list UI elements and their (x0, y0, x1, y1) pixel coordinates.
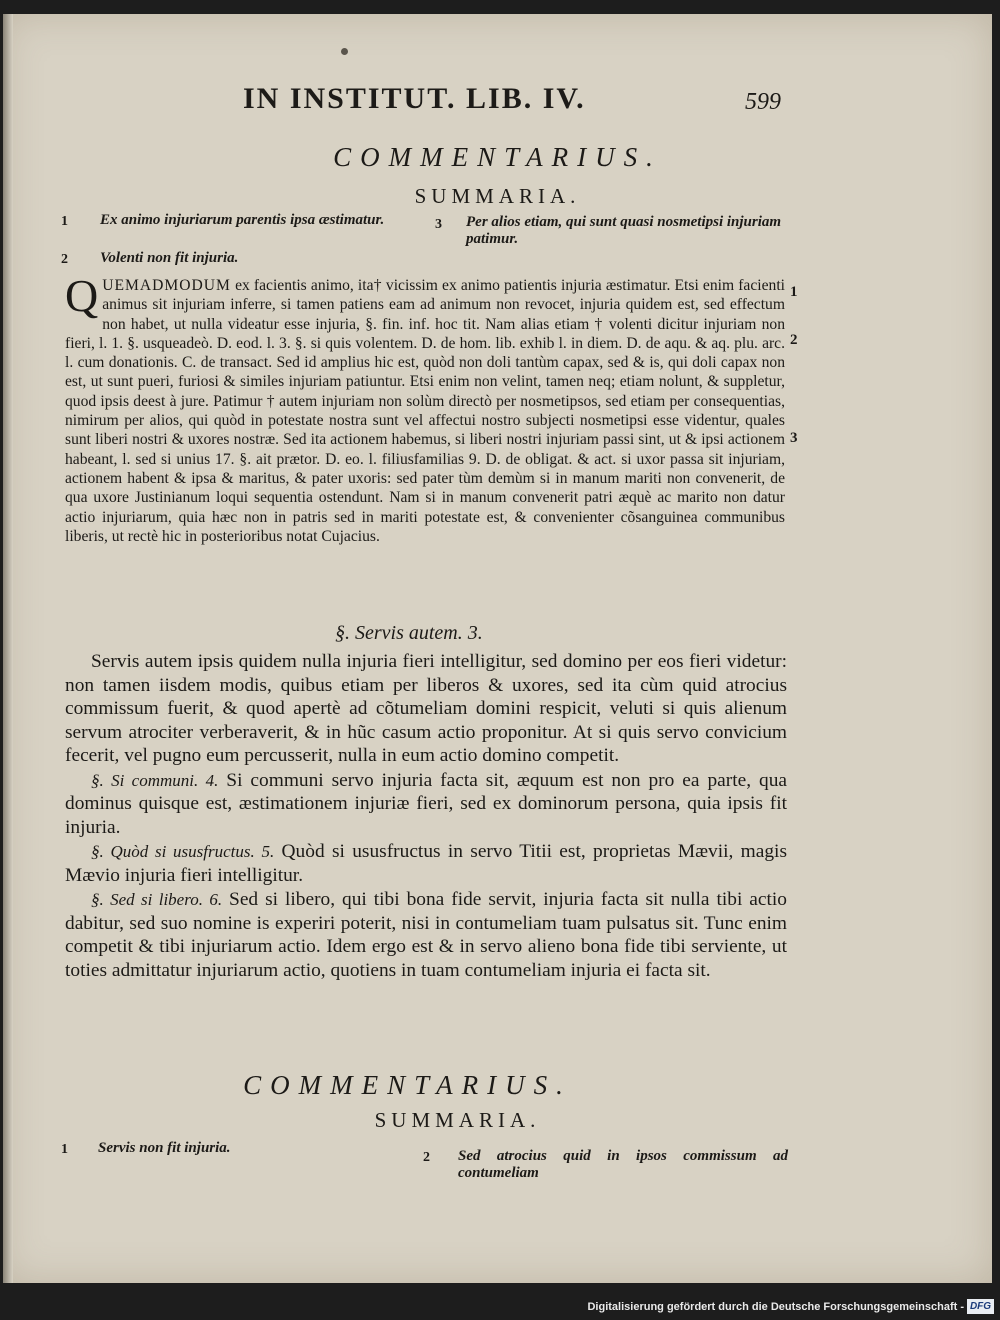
summaria-item: Volenti non fit injuria. (100, 250, 239, 266)
paragraph-body: Quòd si ususfructus in servo Titii est, proprietas Mævii, magis Mævio injuria fieri intelligitur. (65, 841, 787, 886)
paragraph-lead: §. Quòd si ususfructus. 5. (91, 842, 275, 861)
folio-number: 599 (745, 89, 781, 115)
dfg-logo: DFG (967, 1299, 994, 1314)
lead-smallcaps: UEMADMODUM (102, 277, 231, 294)
drop-cap: Q (65, 270, 99, 321)
text-paragraph (65, 769, 787, 840)
summaria-num: 2 (423, 1150, 430, 1165)
summaria-label: SUMMARIA. (374, 1108, 541, 1132)
summaria-num: 1 (61, 1142, 68, 1157)
text-paragraph (65, 888, 787, 982)
summaria-label: SUMMARIA. (414, 184, 581, 208)
book-page (3, 14, 992, 1283)
margin-number: 1 (790, 284, 798, 300)
institutes-text (65, 650, 787, 982)
commentary-text: ex facientis animo, ita† vicissim ex animo patientis injuria æstimatur. Etsi enim facienti animus sit injuriam inferre, si tamen patiens eam ad animum non revocet, injuria quidem est, sed effectum non habet, ut nulla videatur esse injuria, §. fin. inf. hoc tit. Nam alias etiam † volenti dicitur injuriam non fieri, l. 1. §. usqueadeò. D. eod. l. 3. §. si quis volentem. D. de hom. lib. exhib l. in diem. D. de aqu. & aq. plu. arc. l. cum donationis. C. de transact. Sed id amplius hic est, quòd non doli tantùm capax, sed & is, qui doli capax non est, ut sunt pueri, furiosi & similes injuriam patiuntur. Etsi enim non velint, tamen neq; etiam nolunt, & suppletur, quod ipsis deest à jure. Patimur † autem injuriam non solùm directò per nosmetipsos, sed etiam per consequentias, nimirum per alios, qui quòd in potestate nostra sunt vel affectui nostro subjecti nosmetipsi esse videntur, quales sunt liberi nostri & uxores nostræ. Sed ita actionem habemus, si liberi nostri injuriam passi sint, ut & ipsi actionem habeant, l. sed si unius 17. §. ait prætor. D. eo. l. filiusfamilias 9. D. de obligat. & act. si uxor passa sit injuriam, actionem habent & ipsa & maritus, & pater uxoris: sed pater tùm demùm si in manum mariti non convenerit, de qua uxore Justinianum loqui sequentia ostendunt. Nam si in manum convenerit patri æquè ac marito non datur actio injuriarum, quia hæc non in patris sed in mariti potestate est, & convenienter cõsanguinea communibus liberis, ut rectè hic in posterioribus notat Cujacius. (65, 277, 785, 545)
running-head: IN INSTITUT. LIB. IV. (243, 82, 586, 115)
commentarius-title: COMMENTARIUS. (333, 142, 662, 172)
paragraph-body: Sed si libero, qui tibi bona fide servit, injuria facta sit nulla tibi actio dabitur, sed suo nomine is experiri poterit, nisi in contumeliam tuam pulsatus sit. Tunc enim competit & tibi injuriarum actio. Idem ergo est & in servo alieno bona fide tibi serviente, ut toties admittatur injuriarum actio, quotiens in tuam contumeliam injuria ei facta sit. (65, 889, 787, 981)
summaria-item: Ex animo injuriarum parentis ipsa æstimatur. (100, 212, 385, 228)
margin-number: 2 (790, 332, 798, 348)
paragraph-lead: §. Sed si libero. 6. (91, 890, 223, 909)
summaria-num: 1 (61, 214, 68, 229)
commentarius-title: COMMENTARIUS. (243, 1070, 572, 1100)
commentary-paragraph (65, 270, 785, 546)
paragraph-body: Si communi servo injuria facta sit, æquum est non pro ea parte, qua dominus quisque est, æstimationem injuriæ fieri, sed ex dominorum persona, quia ipsis fit injuria. (65, 769, 787, 838)
summaria-item: Servis non fit injuria. (98, 1140, 231, 1156)
summaria-item: Sed atrocius quid in ipsos commissum ad contumeliam (458, 1148, 788, 1181)
text-paragraph (65, 840, 787, 887)
text-paragraph (65, 650, 787, 768)
ink-spot (341, 48, 348, 55)
margin-number: 3 (790, 430, 798, 446)
paragraph-body: Servis autem ipsis quidem nulla injuria fieri intelligitur, sed domino per eos fieri videtur: non tamen iisdem modis, quibus etiam per liberos & uxores, sed ita cùm quid atrocius commissum fuerit, & quod apertè ad cõtumeliam domini respicit, veluti si quis alienum servum atrociter verberaverit, & in hũc casum actio proponitur. At si quis servo convicium fecerit, vel pugno eum percusserit, nulla in eum actio domino competit. (65, 651, 787, 766)
section-heading: §. Servis autem. 3. (335, 622, 483, 644)
paragraph-lead: §. Si communi. 4. (91, 770, 219, 790)
summaria-item: Per alios etiam, qui sunt quasi nosmetipsi injuriam patimur. (466, 214, 782, 247)
summaria-num: 3 (435, 217, 442, 232)
digitization-credit: Digitalisierung gefördert durch die Deutsche Forschungsgemeinschaft - (587, 1301, 964, 1313)
summaria-num: 2 (61, 252, 68, 267)
